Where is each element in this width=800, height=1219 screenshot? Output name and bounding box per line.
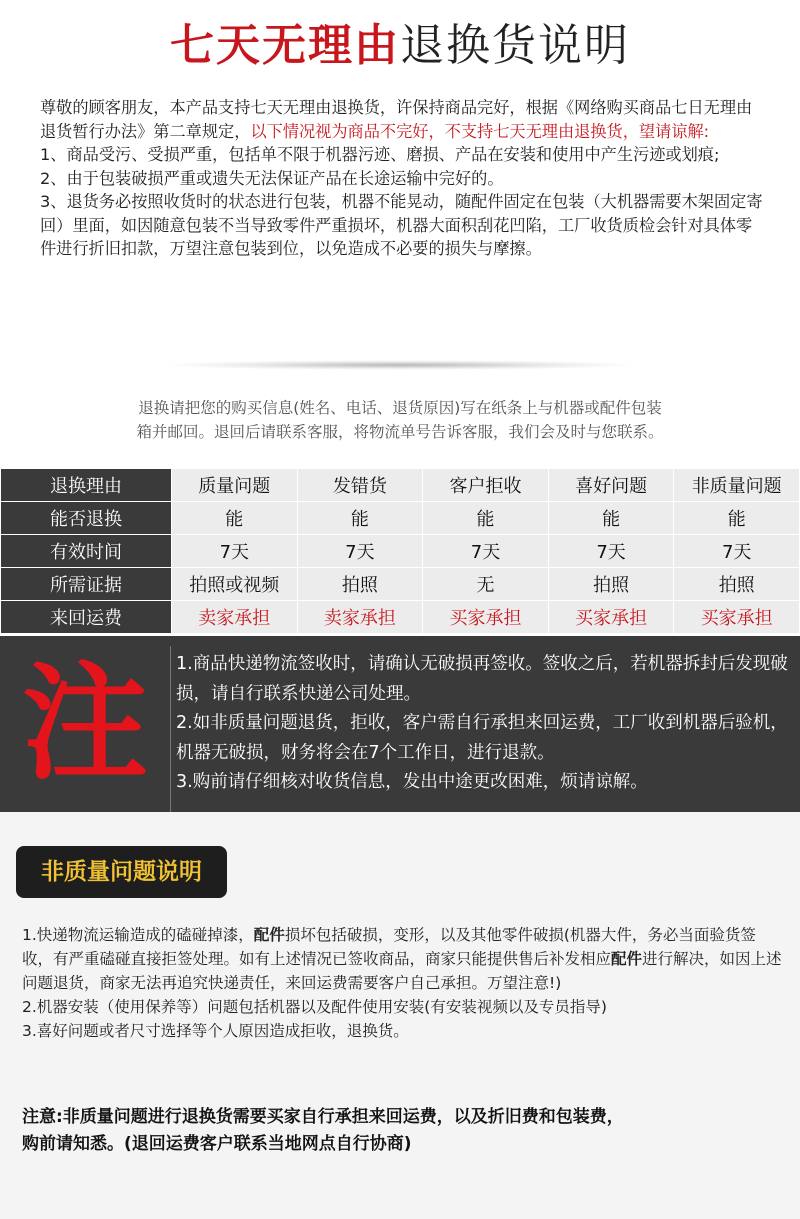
notice-divider — [170, 646, 171, 812]
non-quality-text — [22, 923, 782, 1043]
return-instructions — [0, 396, 800, 444]
final-note — [22, 1104, 782, 1158]
page-title — [0, 18, 800, 74]
non-quality-item: 3.喜好问题或者尺寸选择等个人原因造成拒收，退换货。 — [22, 1022, 409, 1040]
table-header-cell: 退换理由 — [1, 469, 172, 502]
notice-box — [0, 636, 800, 812]
table-cell: 买家承担 — [423, 601, 549, 634]
table-cell: 买家承担 — [548, 601, 674, 634]
row-label: 有效时间 — [1, 535, 172, 568]
non-quality-item: 2.机器安装（使用保养等）问题包括机器以及配件使用安装(有安装视频以及专员指导) — [22, 998, 607, 1016]
table-cell: 7天 — [172, 535, 298, 568]
notice-item: 3.购前请仔细核对收货信息，发出中途更改困难，烦请谅解。 — [176, 772, 648, 792]
table-header-cell: 发错货 — [297, 469, 423, 502]
return-instructions-line: 退换请把您的购买信息(姓名、电话、退货原因)写在纸条上与机器或配件包装 — [138, 399, 662, 417]
section-divider — [160, 360, 640, 370]
title-highlight: 七天无理由 — [170, 20, 400, 71]
final-note-line: 购前请知悉。(退回运费客户联系当地网点自行协商) — [22, 1134, 412, 1154]
table-cell: 卖家承担 — [297, 601, 423, 634]
table-cell: 无 — [423, 568, 549, 601]
final-note-line: 注意:非质量问题进行退换货需要买家自行承担来回运费，以及折旧费和包装费， — [22, 1107, 624, 1127]
intro-paragraph — [40, 96, 765, 143]
intro-item: 1、商品受污、受损严重，包括单不限于机器污迹、磨损、产品在安装和使用中产生污迹或划痕; — [40, 145, 720, 164]
intro-lead: 尊敬的顾客朋友，本产品支持七天无理由退换货，许保持商品完好，根据《网络购买商品七日无理由退货暂行办法》第二章规定， — [40, 98, 753, 141]
table-row — [1, 568, 800, 601]
table-row — [1, 535, 800, 568]
table-cell: 7天 — [548, 535, 674, 568]
notice-text — [176, 650, 788, 798]
table-row — [1, 601, 800, 634]
non-quality-badge: 非质量问题说明 — [16, 846, 227, 898]
text-run: 1.快递物流运输造成的磕碰掉漆， — [22, 926, 254, 944]
intro-item: 3、退货务必按照收货时的状态进行包装，机器不能晃动，随配件固定在包装（大机器需要木架固定寄回）里面，如因随意包装不当导致零件严重损坏，机器大面积刮花凹陷，工厂收货质检会针对具体零件进行折旧扣款，万望注意包装到位，以免造成不必要的损失与摩擦。 — [40, 192, 763, 258]
intro-warning: 以下情况视为商品不完好，不支持七天无理由退换货，望请谅解: — [250, 121, 710, 141]
table-cell: 能 — [172, 502, 298, 535]
text-run-bold: 配件 — [253, 926, 285, 944]
table-cell: 拍照 — [548, 568, 674, 601]
table-cell: 能 — [548, 502, 674, 535]
table-cell: 7天 — [423, 535, 549, 568]
table-cell: 能 — [423, 502, 549, 535]
table-header-cell: 客户拒收 — [423, 469, 549, 502]
notice-character: 注 — [22, 650, 148, 797]
table-cell: 拍照 — [297, 568, 423, 601]
title-rest: 退换货说明 — [400, 20, 630, 71]
text-run-bold: 配件 — [611, 950, 643, 968]
table-cell: 买家承担 — [674, 601, 800, 634]
table-header-row — [1, 469, 800, 502]
intro-item: 2、由于包装破损严重或遗失无法保证产品在长途运输中完好的。 — [40, 168, 504, 188]
row-label: 能否退换 — [1, 502, 172, 535]
notice-item: 2.如非质量问题退货，拒收，客户需自行承担来回运费，工厂收到机器后验机，机器无破损，财务将会在7个工作日，进行退款。 — [176, 713, 788, 763]
table-cell: 能 — [674, 502, 800, 535]
table-cell: 7天 — [297, 535, 423, 568]
table-cell: 拍照或视频 — [172, 568, 298, 601]
row-label: 来回运费 — [1, 601, 172, 634]
table-cell: 卖家承担 — [172, 601, 298, 634]
table-cell: 拍照 — [674, 568, 800, 601]
table-row — [1, 502, 800, 535]
non-quality-item — [22, 923, 782, 995]
table-cell: 7天 — [674, 535, 800, 568]
return-policy-table — [0, 468, 800, 634]
table-cell: 能 — [297, 502, 423, 535]
table-header-cell: 喜好问题 — [548, 469, 674, 502]
intro-section — [40, 96, 765, 261]
table-header-cell: 非质量问题 — [674, 469, 800, 502]
row-label: 所需证据 — [1, 568, 172, 601]
return-instructions-line: 箱并邮回。退回后请联系客服，将物流单号告诉客服，我们会及时与您联系。 — [136, 423, 664, 441]
table-header-cell: 质量问题 — [172, 469, 298, 502]
text-run: 损坏包括破损，变形，以及其他零件破损(机器大件，务必当面验货签收，有严重磕碰直接拒签处理。如有上述情况已签收商品，商家只能提供售后补发相应 — [22, 926, 756, 968]
notice-item: 1.商品快递物流签收时，请确认无破损再签收。签收之后，若机器拆封后发现破损，请自行联系快递公司处理。 — [176, 654, 788, 704]
text-run: 进行解决，如因上述问题退货，商家无法再追究快递责任，来回运费需要客户自己承担。万望注意!) — [22, 950, 782, 992]
